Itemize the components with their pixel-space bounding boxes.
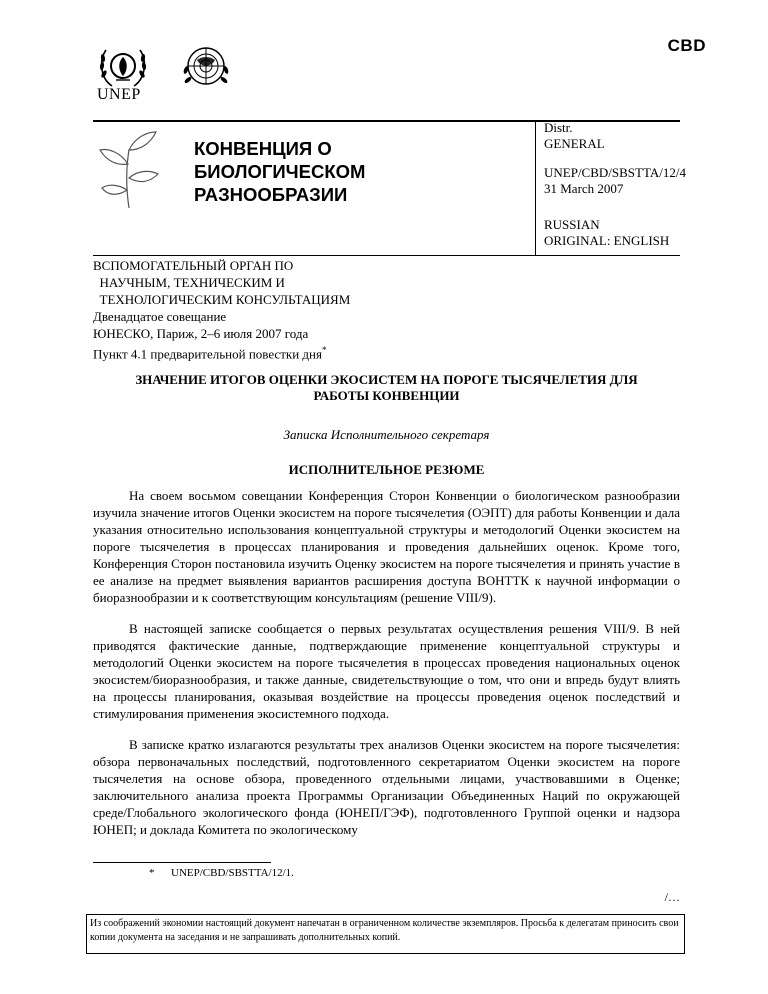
unep-logo-icon xyxy=(94,42,152,92)
convention-title-line: РАЗНООБРАЗИИ xyxy=(194,184,348,205)
language-info xyxy=(544,217,669,249)
footnote-mark: * xyxy=(149,867,155,879)
convention-title-line: КОНВЕНЦИЯ О xyxy=(194,138,332,159)
document-title xyxy=(93,372,680,404)
meeting-info xyxy=(93,257,350,362)
original-language: ORIGINAL: ENGLISH xyxy=(544,233,670,248)
document-code: CBD xyxy=(667,36,706,55)
paragraph: На своем восьмом совещании Конференция Сторон Конвенции о биологическом разнообразии изучила значение итогов Оценки экосистем на пороге тысячелетия (ОЭПТ) для работы Конвенции и дала указания относительно использования концептуальной структуры и методологий Оценки экосистем на пороге тысячелетия в процессах планирования и проведения дальнейших оценок. Кроме того, Конференция Сторон постановила изучить Оценку экосистем на пороге тысячелетия и принять участие в ее анализе на предмет выявления вариантов расширения доступа ВОНТТК к научной информации о биоразнообразии и к соответствующим консультациям (решение VIII/9). xyxy=(93,488,680,605)
unep-label: UNEP xyxy=(97,86,141,103)
date: 31 March 2007 xyxy=(544,181,624,196)
symbol: UNEP/CBD/SBSTTA/12/4 xyxy=(544,165,686,180)
un-emblem-icon xyxy=(180,40,232,92)
agenda-item: Пункт 4.1 предварительной повестки дня xyxy=(93,346,322,362)
agenda-line xyxy=(93,342,350,362)
distribution xyxy=(544,120,605,152)
meeting-line: НАУЧНЫМ, ТЕХНИЧЕСКИМ И xyxy=(93,275,285,290)
header-rule xyxy=(93,255,680,256)
meeting-line: ЮНЕСКО, Париж, 2–6 июля 2007 года xyxy=(93,326,309,341)
paragraph: В записке кратко излагаются результаты трех анализов Оценки экосистем на пороге тысячелетия: обзора первоначальных последствий, подготовленного секретариатом Оценки экосистем на пороге тысячелетия на основе обзора, проведенного отдельными лицами, участвовавшими в Оценке; заключительного анализа проекта Программы Организации Объединенных Наций по окружающей среде/Глобального экологического фонда (ЮНЕП/ГЭФ), подготовленного Группой оценки и надзора ЮНЕП; и доклада Комитета по экологическому xyxy=(93,737,680,837)
convention-title xyxy=(194,137,365,206)
meeting-line: ВСПОМОГАТЕЛЬНЫЙ ОРГАН ПО xyxy=(93,258,294,273)
meeting-line: Двенадцатое совещание xyxy=(93,309,227,324)
convention-title-line: БИОЛОГИЧЕСКОМ xyxy=(194,161,366,182)
continuation-mark: /… xyxy=(664,890,680,904)
section-heading: ИСПОЛНИТЕЛЬНОЕ РЕЗЮМЕ xyxy=(288,462,485,477)
cbd-plant-logo-icon xyxy=(96,128,162,210)
title-line: РАБОТЫ КОНВЕНЦИИ xyxy=(313,388,460,403)
meeting-line: ТЕХНОЛОГИЧЕСКИМ КОНСУЛЬТАЦИЯМ xyxy=(93,292,351,307)
distr-label: Distr. xyxy=(544,120,573,135)
title-line: ЗНАЧЕНИЕ ИТОГОВ ОЦЕНКИ ЭКОСИСТЕМ НА ПОРОГЕ ТЫСЯЧЕЛЕТИЯ ДЛЯ xyxy=(135,372,638,387)
footnote xyxy=(93,867,294,879)
language: RUSSIAN xyxy=(544,217,600,232)
note-subtitle: Записка Исполнительного секретаря xyxy=(283,427,490,442)
header-divider xyxy=(535,120,536,255)
footnote-rule xyxy=(93,862,271,863)
print-notice: Из соображений экономии настоящий документ напечатан в ограниченном количестве экземпляров. Просьба к делегатам приносить свои копии документа на заседания и не запрашивать дополнительных копий. xyxy=(86,914,685,954)
footnote-ref: * xyxy=(321,345,327,355)
footnote-text: UNEP/CBD/SBSTTA/12/1. xyxy=(171,867,294,879)
distr-type: GENERAL xyxy=(544,136,605,151)
body-text xyxy=(93,487,680,852)
document-symbol xyxy=(544,165,686,197)
paragraph: В настоящей записке сообщается о первых результатах осуществления решения VIII/9. В ней приводятся фактические данные, подтверждающие применение концептуальной структуры и методологий Оценки экосистем на пороге тысячелетия в процессах проведения национальных оценок экосистем/биоразнообразия, и также данные, свидетельствующие о том, что они и впредь будут влиять на процессы планирования, оказывая воздействие на процессы проведения оценок последствий и стимулирования применения экосистемного подхода. xyxy=(93,621,680,721)
